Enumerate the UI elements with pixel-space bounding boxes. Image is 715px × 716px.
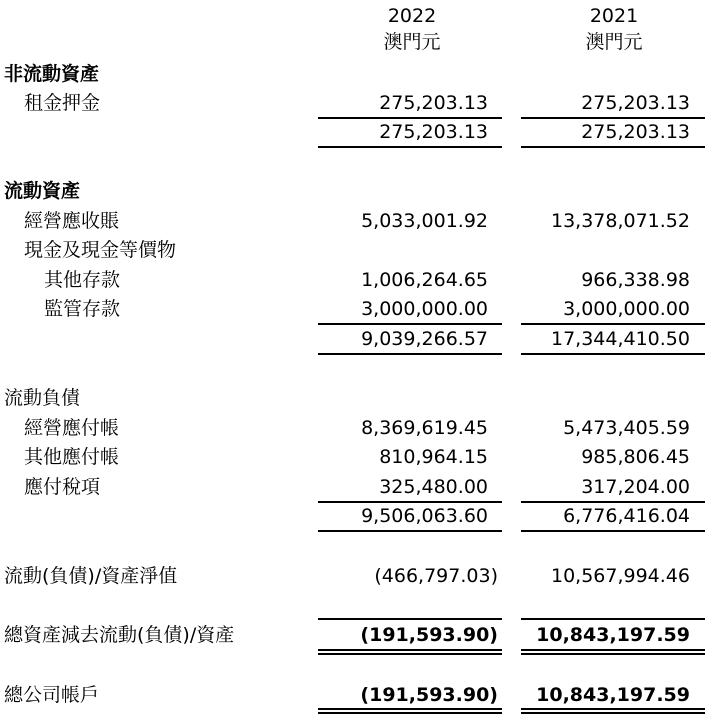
row-tax-payable xyxy=(0,473,715,501)
row-label: 經營應付帳 xyxy=(24,417,120,439)
section-heading: 流動資產 xyxy=(4,180,81,202)
current-liabilities-heading xyxy=(0,384,715,412)
rule-bottom xyxy=(521,530,705,532)
row-label: 其他存款 xyxy=(44,269,121,291)
column-header-2022 xyxy=(312,3,512,55)
section-heading: 非流動資產 xyxy=(4,63,100,85)
value-2021: 13,378,071.52 xyxy=(550,210,690,232)
row-net-current xyxy=(0,562,715,590)
value-2021: 3,000,000.00 xyxy=(563,298,690,320)
rule-bottom xyxy=(521,146,705,148)
value-2022: 325,480.00 xyxy=(379,476,488,498)
value-2021: 966,338.98 xyxy=(581,269,690,291)
column-header-2021 xyxy=(514,3,714,55)
value-2021: 985,806.45 xyxy=(581,446,690,468)
value-2021: 317,204.00 xyxy=(581,476,690,498)
row-non-current-subtotal xyxy=(0,118,715,146)
rule-top xyxy=(318,618,502,620)
row-regulated-deposits xyxy=(0,295,715,323)
row-label: 總公司帳戶 xyxy=(4,684,100,706)
section-heading: 流動負債 xyxy=(4,387,81,409)
row-label: 流動(負債)/資產淨值 xyxy=(4,565,178,587)
rule-double-1 xyxy=(521,649,705,651)
value-2022: 810,964.15 xyxy=(379,446,488,468)
rule-bottom xyxy=(521,353,705,355)
value-2022: (191,593.90) xyxy=(360,684,498,706)
value-2021: 275,203.13 xyxy=(581,92,690,114)
subtotal-2021: 17,344,410.50 xyxy=(550,328,690,350)
currency-2022: 澳門元 xyxy=(383,31,441,53)
row-cash-heading xyxy=(0,236,715,264)
row-label: 監管存款 xyxy=(44,298,121,320)
row-label: 經營應收賬 xyxy=(24,210,120,232)
row-rent-deposit xyxy=(0,89,715,117)
year-2021: 2021 xyxy=(589,5,639,27)
value-2022: 8,369,619.45 xyxy=(361,417,488,439)
rule-double-2 xyxy=(318,712,502,714)
subtotal-2022: 275,203.13 xyxy=(379,121,488,143)
rule-double-2 xyxy=(521,712,705,714)
row-other-deposits xyxy=(0,266,715,294)
rule-double-1 xyxy=(318,708,502,710)
rule-bottom xyxy=(318,530,502,532)
value-2022: 1,006,264.65 xyxy=(361,269,488,291)
rule-double-2 xyxy=(521,653,705,655)
row-current-assets-subtotal xyxy=(0,325,715,353)
rule-bottom xyxy=(318,146,502,148)
subtotal-2022: 9,506,063.60 xyxy=(361,505,488,527)
subtotal-2022: 9,039,266.57 xyxy=(361,328,488,350)
subtotal-2021: 275,203.13 xyxy=(581,121,690,143)
row-head-office xyxy=(0,681,715,709)
row-total-net xyxy=(0,621,715,649)
value-2022: (191,593.90) xyxy=(360,624,498,646)
row-label: 其他應付帳 xyxy=(24,446,120,468)
value-2022: (466,797.03) xyxy=(374,565,498,587)
row-label: 應付稅項 xyxy=(24,476,101,498)
rule-bottom xyxy=(318,353,502,355)
value-2022: 275,203.13 xyxy=(379,92,488,114)
row-receivables xyxy=(0,207,715,235)
non-current-assets-heading xyxy=(0,60,715,88)
value-2022: 5,033,001.92 xyxy=(361,210,488,232)
subtotal-2021: 6,776,416.04 xyxy=(563,505,690,527)
rule-double-1 xyxy=(521,708,705,710)
row-other-payables xyxy=(0,443,715,471)
year-2022: 2022 xyxy=(387,5,437,27)
current-assets-heading xyxy=(0,177,715,205)
value-2021: 10,567,994.46 xyxy=(550,565,690,587)
value-2021: 10,843,197.59 xyxy=(536,684,690,706)
rule-top xyxy=(521,618,705,620)
row-label: 現金及現金等價物 xyxy=(24,239,177,261)
row-label: 總資產減去流動(負債)/資產 xyxy=(4,624,235,646)
rule-double-2 xyxy=(318,653,502,655)
row-current-liabilities-subtotal xyxy=(0,502,715,530)
currency-2021: 澳門元 xyxy=(585,31,643,53)
value-2021: 5,473,405.59 xyxy=(563,417,690,439)
row-label: 租金押金 xyxy=(24,92,101,114)
rule-double-1 xyxy=(318,649,502,651)
value-2021: 10,843,197.59 xyxy=(536,624,690,646)
row-payables xyxy=(0,414,715,442)
value-2022: 3,000,000.00 xyxy=(361,298,488,320)
